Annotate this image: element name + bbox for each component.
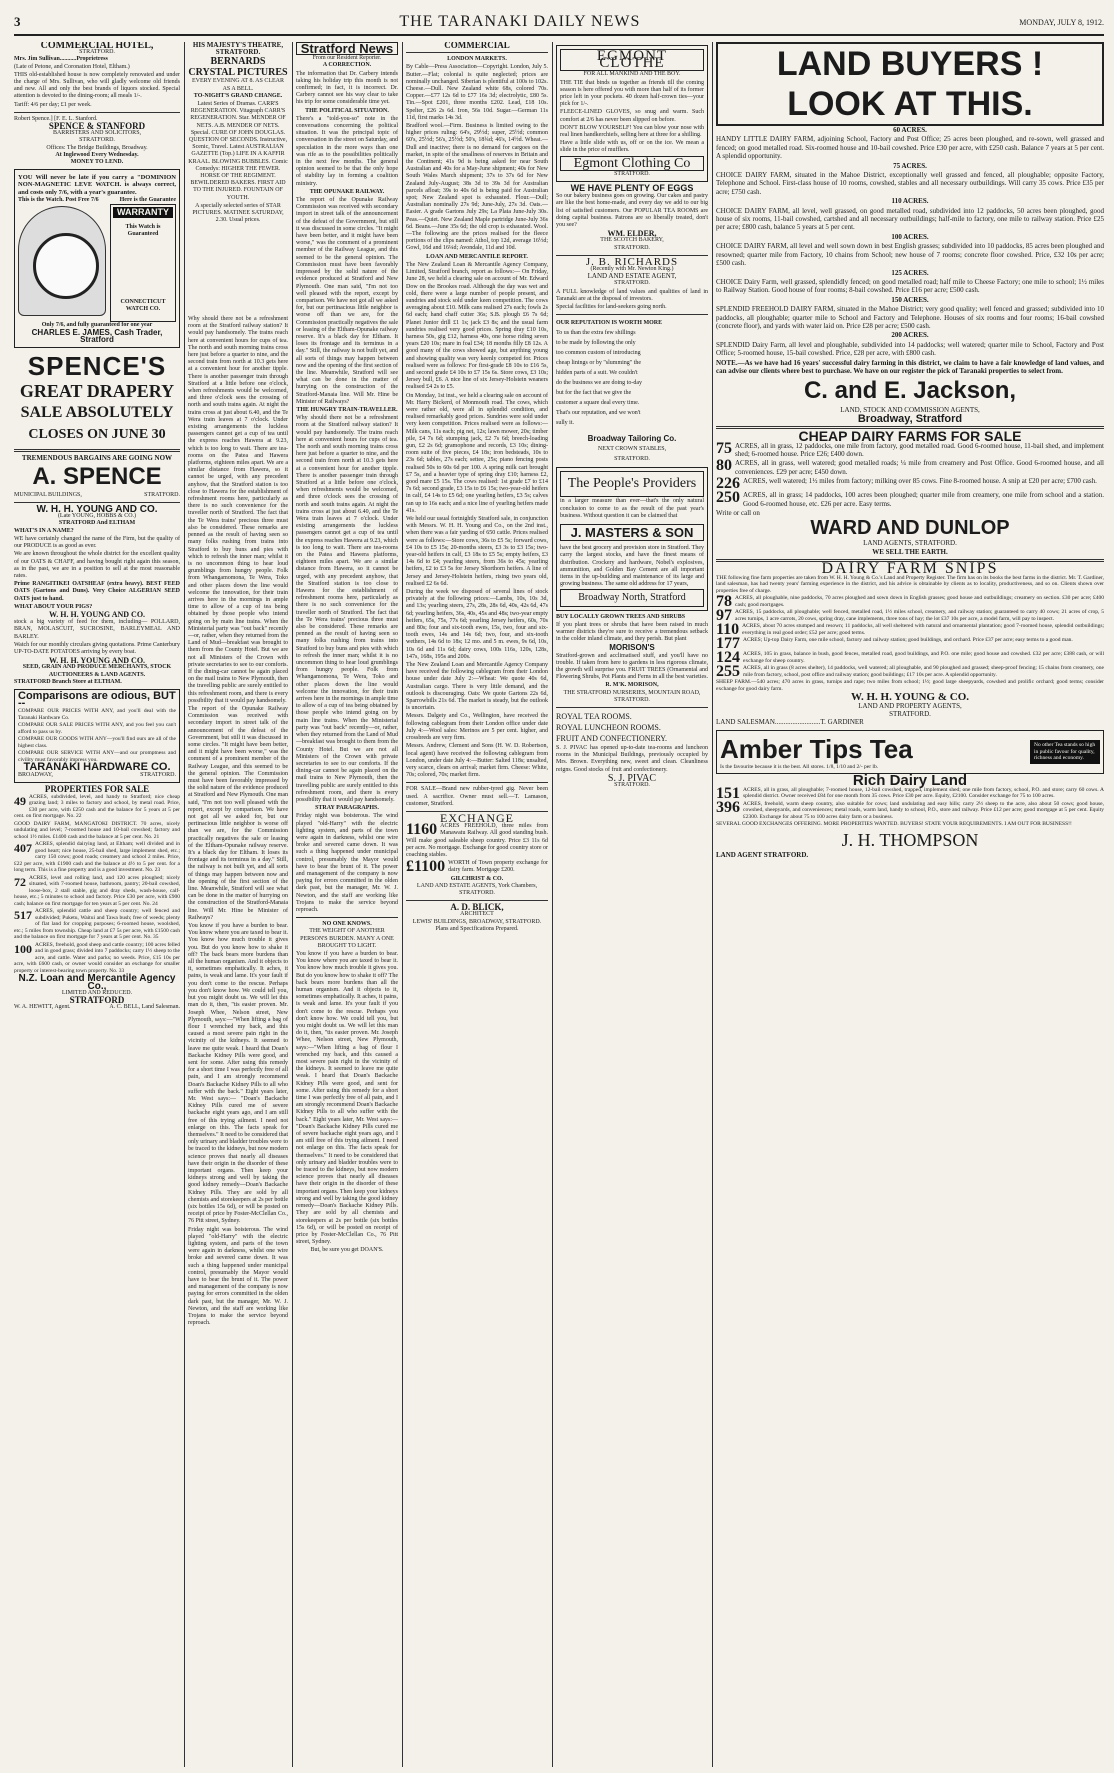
spence-l3: SALE ABSOLUTELY [20, 403, 174, 421]
young-late: (Late YOUNG, HOBBS & CO.) [57, 513, 137, 520]
young-ad [14, 506, 180, 686]
commercial-paragraph: On Monday, 1st inst., we held a clearing sale on account of Mr. Harry Bickerd, of Monmouth road. The cows, which were rather old, were all in splendid condition, and realised remarkably good prices. Sundries were sold under very keen competition. Prices realised were as follows:—Milk cans, 11s each; pig net, 12s; lawn mower, 20s; timber pile, £4 7s 6d; stumping jack, £2 7s 6d; breech-loading gun, £2 2s 6d; gramophone and records, £3 10s; dining-room suite of five pieces, £4 18s; iron bedsteads, 10s to 23s 6d; tables, 27s each; settee, 25s; piano fencing posts realised 50s to 60s 6d per 100. A spring milk cart brought £7 5s, and a heavier type of spring dray £10; harness £2, good mare £5 15s. The cows realised: 1st grade £7 to £14 7s 6d; second grade, £3 15s to £6 15s; two-year-old heifers in calf, £4 14s to £5 6d; one yearling heifers, £3 5s; calves ran up to 16s each; and a nice line of yearling heifers made 41s. [406, 392, 548, 514]
amber-sub: Is the favourite because it is the best. All stores. 1/8, 1/10 and 2/- per lb. [720, 763, 879, 770]
column-4 [406, 42, 548, 1767]
theatre-name: BERNARDS CRYSTAL PICTURES [188, 56, 288, 79]
column-2 [188, 42, 288, 312]
hardware-head: Comparisons are odious, BUT -- [18, 689, 176, 710]
reputation-line: To us than the extra few shillings [556, 330, 636, 337]
pocket-watch-icon [18, 206, 106, 316]
watch-left: This is the Watch. Post Free 7/6 [18, 196, 99, 203]
cheap-item: 226 ACRES, well watered; 1½ miles from factory; milking over 85 cows. Fine 8-roomed house. A snip at £20 per acre; £700 cash. [716, 475, 1097, 493]
egmont-place: STRATFORD. [614, 170, 650, 177]
snip-item: 255 ACRES, all in grass (8 acres shelter), 14 paddocks, well watered; all ploughable, and 90 ploughed and grassed; sheep-proof fencing; 15 chains from creamery, one mile from factory, school, post office and railway station; good buildings; £17 10s per acre. A splendid opportunity. [716, 663, 1104, 681]
young-agent-role: LAND AND PROPERTY AGENTS, [858, 701, 962, 710]
hardware-ad [14, 689, 180, 783]
eggs-place: STRATFORD. [614, 244, 650, 251]
young-name3: W. H. H. YOUNG AND CO. [48, 656, 146, 666]
loan-place: STRATFORD [69, 995, 125, 1006]
commercial-paragraph: During the week we disposed of several lines of stock privately at the following prices:—Lambs, 10s, 10s 3d, and 13s; yearling steers, 27s, 28s, 28s 6d, 40s, 42s 6d, 47s 6d; yearling heifers, 36s, 40s, 45s and 48s; two-year empty heifers, 65s, 75s, 77s 6d; yearling Jersey heifers, 60s, 70s and 80s; four and six-tooth ewes, 15s, two, four and six-tooth ewes, 14s and 14s 6d; two, four, and six-tooth wethers, 14s 6d to 18s; 12 mo. and 5 m. ewes, 9s 6d, 10s, 10s 6d and 11s 6d; dairy cows, 100s 116s, 120s, 128s, 147s, 168s, 195s and 200s. [406, 589, 548, 660]
reputation-line: hidden parts of a suit. We couldn't [556, 370, 638, 377]
news-paragraph: The information that Dr. Carbery intends taking his holiday trip this month is not confirmed; in fact, it is incorrect. Dr. Carbery cannot see his way clear to take his trip for some considerable time yet. [296, 70, 398, 106]
reputation-title: OUR REPUTATION IS WORTH MORE [556, 320, 663, 327]
egmont-title: EGMONT CLOTHE [560, 49, 704, 71]
hotel-late: (Late of Petone, and Coronation Hotel, Eltham.) [14, 63, 130, 70]
young-agent: W. H. H. YOUNG & CO. [850, 691, 970, 704]
column-rule [292, 42, 293, 1767]
hotel-owner: Mrs. Jim Sullivan...........Proprietress [14, 56, 108, 63]
reputation-place: STRATFORD. [614, 456, 650, 463]
property-item: 100 ACRES, freehold, good sheep and cattle country; 100 acres felled and in good grass; divided into 7 paddocks; carry 1½ sheep to the acre, and cattle. Water and parks; no weeds. Price, £15 10s per acre, with £600 cash, or owner would consider an exchange for smaller property or interest-bearing town property. No. 33 [14, 941, 180, 974]
ward-name: WARD AND DUNLOP [810, 517, 1010, 540]
richards-sub: (Recently with Mr. Newton King.) [590, 266, 674, 273]
young-name2: W. H. H. YOUNG AND CO. [48, 609, 146, 619]
architect-note: Plans and Specifications Prepared. [435, 925, 519, 932]
property-item: 517 ACRES, splendid cattle and sheep country; well fenced and subdivided; Puketu, Waitui and Tawa bush; free of weeds; plenty of flat land for cropping purposes; 6-roomed house, woolshed, etc.; 5 miles from township. Cheap land at £7 5s per acre, with £1500 cash and the balance on first mortgage for 7 years at 5 per cent. No. 35 [14, 908, 180, 941]
egmont-paragraph: FLEECE-LINED GLOVES, so snug and warm. Such comfort at 2/6 has never been slipped on before. [560, 109, 704, 123]
exchange-agent: GILCHRIST & CO. [450, 875, 504, 882]
reputation-line: customer a square deal every time. [556, 400, 640, 407]
news-continued: Friday night was boisterous. The wind played "old-Harry" with the electric lighting system, and parts of the town were again in darkness, whilst one wire broke and severed came down. It was such a thing happened under municipal control, presumably the Mayor would have to bear the brunt of it. The power and management of the company is now paying for errors committed in the olden dark past, but the manager, Mr. W. J. Newton, and the staff are working like Trojans to make the service beyond reproach. [188, 1226, 288, 1327]
hotel-body: THIS old-established house is now completely renovated and under the charge of Mrs. Sullivan, who will gladly welcome old friends and new. All and only the best brands of liquors stocked. Special attention is devoted to the dining-room; all meals 1/-. [14, 71, 180, 100]
reputation-ad [556, 318, 708, 464]
spence-bargains: TREMENDOUS BARGAINS ARE GOING NOW [21, 453, 173, 462]
reputation-line: do the business we are doing to-day [556, 380, 642, 387]
theatre-sub: EVERY EVENING AT 8. AS CLEAR AS A BELL. [191, 78, 284, 92]
morison-name: MORISON'S [609, 643, 655, 653]
morison-title: BUY LOCALLY GROWN TREES AND SHRUBS [556, 613, 686, 620]
news-paragraph: Why should there not be a refreshment room at the Stratford railway station? It would pay handsomely. The trains reach here at convenient hours for cups of tea. The north and south morning trains cross here just before a quarter to nine, and the second train from north at 10.3 gets here at a convenient hour for another tipple. There is another passenger train through Stratford at a little before one o'clock, when refreshments would be welcomed, and three o'clock sees the crossing of north and south trains again. At night the trains cross at just about 6.40, and the Te Wera train leaves at 7 o'clock. Under existing arrangements the luckless passengers cannot get a cup of tea until the express reaches Hawera at 9.23, which is too long to wait. There are tea-rooms on the Patea and Hawera platforms, eighteen miles apart. We are a similar distance from Hawera, so it cannot be urged, with any precedent anyhow, that the Stratford station is too close to Hawera for the establishment of refreshment rooms here, particularly as there is no such convenience for the traveller north of Stratford. The fact that the Te Wera trains' precious three must also be considered. These remarks are penned as the result of having seen so many folks rushing from trains into Stratford to buy buns and pies with which to refresh the inner man; whilst it is no uncommon thing to hear loud grumblings from hungry people. Folk from Whangamomona, Te Wera, Toko and other places down the line would welcome the innovation, for their train arrives here in the mornings in ample time to allow of a cup of tea being obtained by those people who intend going on by main line trains. When the Ministerial party was "out back" recently—or, rather, when they returned from the Land of Mud—breakfast was brought to them from the County Hotel. But we are not all Ministers of the Crown with private secretaries to see to our comforts. If the dining-car cannot be again placed on the mail trains to New Plymouth, then the travelling public are surely entitled to this refreshment room, and there is every possibility that it would pay handsomely. [296, 415, 398, 803]
pivac-name: S. J. PIVAC [607, 772, 657, 784]
issue-date: MONDAY, JULY 8, 1912. [1019, 17, 1104, 27]
hardware-line: COMPARE OUR GOODS WITH ANY—you'll find ours are all of the highest class. [18, 736, 176, 749]
column-1 [14, 42, 180, 1767]
pivac-ad [556, 711, 708, 789]
property-item: 407 ACRES, splendid dairying land, at Eltham; well divided and in good heart; nice house, 25-bail shed, large implement shed, etc.; carry 150 cows; good roads; creamery and school 2 miles. Price, £22 per acre, with £1900 cash and the balance at 4½ to 5 per cent. for a long term. This is a fine property and is a good investment. No. 23 [14, 841, 180, 874]
news-from: From our Resident Reporter. [312, 55, 382, 62]
egmont-ad [556, 45, 708, 182]
spence-left: MUNICIPAL BUILDINGS, [14, 491, 82, 498]
young-role: SEED, GRAIN AND PRODUCE MERCHANTS, STOCK AUCTIONEERS & LAND AGENTS. [22, 664, 172, 678]
farm-item: 150 ACRES. SPLENDID FREEHOLD DAIRY FARM, situated in the Mahoe District; very good quality; well fenced and grassed; subdivided into 10 paddocks, all ploughable; quarter mile to School and Factory and Telephone. Houses of six rooms and four rooms; 16-bail cowshed (concrete floor), and yards with water laid on. Price £28 per acre; £500 cash. [716, 295, 1104, 330]
spence-l2: GREAT DRAPERY [19, 380, 175, 401]
exchange-title: EXCHANGE [440, 810, 514, 825]
news-sign: But, be sure you get DOAN'S. [310, 1247, 384, 1254]
commercial-heading: LONDON MARKETS. [447, 56, 507, 63]
rich-note: SEVERAL GOOD EXCHANGES OFFERING. MORE PROPERTIES WANTED. BUYERS! STATE YOUR REQUIREMENTS. I AM OUT FOR BUSINESS!! [716, 821, 1072, 828]
cheap-item: 75 ACRES, all in grass, 12 paddocks, one mile from factory, good metalled road. Good 6-roomed house, 11-bail shed, and implement shed; 6-roomed house. Price £26; £400 down. [716, 439, 1104, 458]
morison-ad [556, 614, 708, 704]
rich-item: 151 ACRES, all in grass, all ploughable; 7-roomed house, 12-bail cowshed, trapped, implement shed; one mile from factory, school, P.O. and store; carry 60 cows. A splendid district. Owner received £84 for one month from 35 cows. Price £30 per acre. Equity, £2100. Consider exchange for 75 to 100 acres. [716, 784, 1104, 802]
young-name: W. H. H. YOUNG AND CO. [36, 504, 158, 516]
reputation-name: Broadway Tailoring Co. [587, 434, 677, 444]
watch-ad [14, 169, 180, 347]
column-6 [716, 42, 1104, 1767]
guarantee-text: This Watch is Guaranteed [125, 224, 161, 238]
ward-slogan: WE SELL THE EARTH. [872, 547, 948, 556]
news-heading: THE OPUNAKE RAILWAY. [309, 188, 385, 195]
spence-l4: CLOSES ON JUNE 30 [28, 426, 166, 442]
hotel-tariff: Tariff: 4/6 per day; £1 per week. [14, 101, 92, 108]
snip-item: 110 ACRES, about 70 acres stumped and resown; 11 paddocks, all well sheltered with natural and ornamental plantation; good 7-roomed house, splendid outbuildings; everything in real good order; £52 per acre; good terms. [716, 621, 1104, 639]
watch-maker: CONNECTICUT WATCH CO. [120, 298, 166, 312]
commercial-title: COMMERCIAL [444, 42, 510, 50]
news-continued: You know if you have a burden to bear. You know where you are taxed to bear it. You know how much trouble it gives you. But do you know how to shake it off? The back bears more burdens than all the human organism. And it objects to it, sometimes emphatically. It aches, it pains, is weak and lame. It's your fault if you don't come to the rescue. Perhaps you don't know how. We could tell you, but you might doubt us. We will let this man do it, then, "tis easier proven. Mr. Joseph Whee, Nelson street, New Plymouth, says:—"When lifting a bag of flour I wrenched my back, and this caused a most severe pain right in the vicinity of the kidneys. It seemed to leave me quite weak. I heard that Doan's Backache Kidney Pills were good, and sent for some. After using this remedy for a short time I was perfectly free of all pain, and I am strongly recommend Doan's Backache Kidney Pills to all who suffer with the back." Eight years later, Mr. West says:— "Doan's Backache Kidney Pills cured me of severe backache eight years ago, and I am still free of this trying ailment. I need not enlarge on this. The facts speak for themselves." It need to be considered that only urinary and bladder troubles were to be traced to the kidneys, but now modern science proves that nearly all diseases have their origin in the disorder of these important organs. Then keep your kidneys strong and well by taking the good kidney remedy—Doan's Backache Kidney Pills. They are sold by all chemists and storekeepers at 2s per bottle (six bottles 15s 6d), or will be posted on receipt of price by Foster-McClellan Co., 76 Pitt street, Sydney. [188, 923, 288, 1225]
newspaper-title: THE TARANAKI DAILY NEWS [399, 13, 641, 30]
eggs-name: WM. ELDER, [607, 229, 657, 239]
for-sale-notice: FOR SALE—Brand new rubber-tyred gig. Never been used. A sacrifice. Owner must sell.—T. Lamason, customer, Stratford. [406, 786, 548, 807]
property-item: GOOD DAIRY FARM, MANGATOKI DISTRICT. 70 acres, nicely undulating and level; 7-roomed house and 10-bail cowshed; factory and school 1½ miles. £1400 cash and the balance at 5 per cent. No. 21 [14, 820, 180, 840]
young-foot: STRATFORD Branch Store at ELTHAM. [14, 678, 122, 685]
young-p3: stock a big variety of feed for them, including— POLLARD, BRAN, MOLASCUIT, SUCROSINE, BARLEYMEAL AND BARLEY. [14, 619, 180, 640]
snip-item: 177 ACRES; Up-top Dairy Farm, one mile school, factory and railway station; good buildings, and orchard. Price £37 per acre; easy terms to a good man. [716, 635, 1073, 653]
commercial-paragraph: The New Zealand Loan and Mercantile Agency Company have received the following cablegram from their London house under date July 2:—Wheat: We quote 40s 6d, Australian cargo. There is very little demand, and the outlook is discouraging. Oats: We quote Gartons 22s 6d, Sparrowbills 21s 6d. The market is steady, but the outlook is uncertain. [406, 662, 548, 712]
commercial-paragraph: Bradford wool.—Firm. Business is limited owing to the higher prices ruling: 64's, 29½d; super, 25½d; common 60's, 25½d; 56's, 25½d; 50's, 18¾d; 46's, 14½d. Wheat.—Dull and inactive; there is no demand for cargoes on the market, in spite of the smallness of reserves in Britain and the Continent; 41s 9d is being asked for near South Australian and 40s for a May-June shipment; 40s for New South Wales March shipment; 37s to 37s 6d for New Zealand July-August; 38s 3d to 39s 3d for Australian parcels afloat; 39s to 40s 6d is being paid for Australian spot; New Zealand spot is exhausted. Flour.—Dull; Australian nominally 27s 9d; June-July, 27s 3d. Oats.—Easier. A grade Gartons July 29s; La Plata June-July 30s. Peas.—Quiet. New Zealand Maple partridge June-July 36s 6d. Beans.—June 35s 6d; the old crop is exhausted. Wool.—The following are the prices realised for the fleece portions of the clips named: Athol, top 12d, average 16½d; Gowl, 16d and 16¼d; Avondale, 11d and 10d. [406, 123, 548, 252]
rich-item: 396 ACRES, freehold, warm sheep country, also suitable for cows; land undulating and easy hills; carry 2½ sheep to the acre, also about 50 cows; good house, cowshed, sheepyards, and conveniences; metal roads, warm land, handy to school, P.O., store and railway. Price £12 per acre; good mortgage at 5 per cent. Equity £2300. Exchange for about 75 to 100 acres dairy farm or a business. [716, 798, 1104, 820]
properties-ad [14, 783, 180, 1012]
jackson-role: LAND, STOCK AND COMMISSION AGENTS, [840, 406, 980, 415]
snip-item: 124 ACRES, 105 in grass, balance in bush, good fences, metalled road, good buildings, and P.O. one mile; good house and cowshed. £32 per acre; £388 cash, or will exchange for sheep country. [716, 649, 1104, 667]
pivac-room: FRUIT AND CONFECTIONERY. [556, 733, 668, 743]
snip-item: 97 ACRES, 15 paddocks, all ploughable; well fenced, metalled road, 1½ miles school, creamery, and railway station; guaranteed to carry 40 cows; 21 acres of crop, 5 acres turnips, 1 acre carrots, 20 cows, spring dray, cane implements, three tons of hay; the lot £37 10s per acre, a model farm, will pay to inspect. [716, 607, 1104, 625]
amber-name: Amber Tips Tea [720, 733, 913, 764]
law-ad [14, 116, 180, 166]
column-rule [552, 42, 553, 1767]
reputation-sub: NEXT CROWN STABLES, [597, 446, 667, 453]
law-ingle: At Inglewood Every Wednesday. [55, 151, 139, 158]
rich-title: Rich Dairy Land [852, 772, 968, 790]
young-p2: We are known throughout the whole district for the excellent quality of our OATS & CHAFF, and having bought right again this season, as in the past, we are in a position to sell at the most reasonable rates. [14, 551, 180, 579]
law-role: BARRISTERS AND SOLICITORS, [52, 130, 142, 137]
farm-item: 125 ACRES. CHOICE Dairy Farm, well grassed, splendidly fenced; on good metalled road; half mile to Cheese Factory; one mile to school; 1½ miles to Railway Station. Good house of four rooms; 8-bail cowshed. Price £16 per acre; £500 cash. [716, 268, 1104, 295]
richards-paragraph: A FULL knowledge of land values and qualities of land in Taranaki are at the disposal of investors. [556, 288, 708, 302]
pivac-room: ROYAL LUNCHEON ROOMS. [556, 722, 661, 732]
spence-right: STRATFORD. [144, 491, 180, 498]
amber-tag: No other Tea stands so high in public favour for quality, richness and economy. [1030, 740, 1100, 764]
watch-foot: Only 7/6, and fully guaranteed for one year [41, 322, 153, 329]
pivac-place: STRATFORD. [614, 781, 650, 788]
hotel-ad [14, 42, 180, 109]
properties-title: PROPERTIES FOR SALE [44, 783, 150, 794]
theatre-tonight: TO-NIGHT'S GRAND CHANGE. [193, 92, 283, 99]
theatre-title: HIS MAJESTY'S THEATRE, STRATFORD. [192, 42, 284, 57]
spence-ad [14, 352, 180, 499]
news-paragraph: The report of the Opunake Railway Commission was received with secondary import in street talk of the announcement of the defeat of the Government, but still it was discussed in some circles. "It might have been better, and it might have been worse," was the comment of a prominent member of the Railway League, and this seemed to be the general opinion. The Commission must have been favorably impressed by the solid nature of the evidence produced at Stratford and New Plymouth. One man said, "I'm not too well pleased with the report, except by comparison. We have not got all we asked for, but our pertinacious little neighbor is worse off than we are, for the Commission practically negatives the sale or leasing of the Eltham-Opunake railway reserve. It's a black day for Eltham. It loses its frontage and its terminus in a day." Still, the railway is not built yet, and all sorts of things may happen between now and the opening of the first section of the line. Meanwhile, Stratford will see what can be done in the matter of hurrying on the construction of the Stratford-Manaia line. Will Mr. Hine be Minister of Railways? [296, 197, 398, 405]
theatre-list: Latest Series of Dramas. CARR'S REGENERATION. Vitagraph CARR'S REGENERATION. Star. MENDER OF NETS. A.B. MENDER OF NETS. Special. CURE OF JOHN DOUGLAS. QUESTION OF SECONDS. Instructive, Scenic, Travel. Latest AUSTRALIAN GAZETTE (Top.) LIFE IN A KAFFIR KRAAL. BLOWING BUBBLES. Comic Comedys: HIGHER THE FEWER. HORSE OF THE REGIMENT. BEWILDERED BAKERS. FIRST AID TO THE INJURED. FOUNTAIN OF YOUTH. [188, 101, 288, 201]
write-line: Write or call on [716, 509, 760, 518]
morison-paragraph: Stratford-grown and acclimatised stuff, and you'll have no trouble. If taken from here to gardens in less rigorous climate, the growth will surprise you. FRUIT TREES (Ornamental and Flowering Shrubs, Pot Plants and Ferns in all the best varieties. [556, 652, 708, 681]
watch-right: Here is the Guarantee [119, 196, 176, 203]
richards-ad [556, 255, 708, 311]
news-paragraph: Friday night was boisterous. The wind played "old-Harry" with the electric lighting system, and parts of the town were again in darkness, whilst one wire broke and severed came down. It was such a thing happened under municipal control, presumably the Mayor would have to bear the brunt of it. The power and management of the company is now paying for errors committed in the olden dark past, but the manager, Mr. W. J. Newton, and the staff are working like Trojans to make the service beyond reproach. [296, 813, 398, 913]
people-address: Broadway North, Stratford [560, 589, 704, 606]
pivac-room: ROYAL TEA ROOMS. [556, 711, 632, 721]
egmont-name: Egmont Clothing Co [560, 156, 704, 171]
egmont-paragraph: THE TIE that binds us together as friends till the coming season is here offered you with more than half of its former price left in your pockets. 40 dozen half-crown ties—your pick for 1/-. [560, 79, 704, 108]
young-p4: Watch for our monthly circulars giving quotations. Prime Canterbury UP-TO-DATE POTATOES arriving by every boat. [14, 641, 180, 655]
eggs-sub: THE SCOTCH BAKERY, [600, 237, 664, 244]
warranty-label: WARRANTY [113, 207, 173, 218]
news-title: Stratford News [296, 42, 398, 55]
people-ad [556, 467, 708, 610]
watch-head: YOU Will never be late if you carry a "DOMINION NON-MAGNETIC LEVE WATCH. is always correct, and costs only 7/6, with a year's guarantee. [18, 174, 176, 196]
news-heading: A CORRECTION. [322, 62, 372, 69]
page-number: 3 [14, 14, 21, 29]
thompson-name: J. H. THOMPSON [841, 829, 979, 850]
news-paragraph: There's a "told-you-so" note in the conversations concerning the political situation. It was the principal topic of conversation in the street on Saturday, and speculation in the more ways than one was rife as to the possibilities politically in the next few months. The general opinion seemed to be that the only hope of stability lay in forming a coalition ministry. [296, 115, 398, 187]
news-heading: NO ONE KNOWS. [322, 921, 372, 928]
exchange-item: 1160 ACRES FREEHOLD, three miles from Manawatu Railway. All good standing bush. Will make good saleable sheep country. Price £3 11s 6d per acre. No mortgage. Exchange for good country store or coaching stables. [406, 821, 548, 858]
exchange-agent-role: LAND AND ESTATE AGENTS, York Chambers, STRATFORD. [416, 882, 538, 896]
hardware-line: COMPARE OUR SERVICE WITH ANY—and our promptness and civility must favorably impress you. [18, 750, 176, 763]
people-title: The People's Providers [560, 471, 704, 497]
loan-agent: W. A. HEWITT, Agent. [14, 1004, 71, 1011]
commercial-paragraph: Messrs. Dalgety and Co., Wellington, have received the following cablegram from their London office under date July 4:—Wool sales: Merinos are 5 per cent. higher, and crossbreds are very firm. [406, 713, 548, 742]
column-rule [712, 42, 713, 1767]
architect-address: LEWIS' BUILDINGS, BROADWAY, STRATFORD. [412, 918, 542, 925]
reputation-line: cheap linings or by "slumming" the [556, 360, 642, 367]
reputation-line: but for the fact that we give the [556, 390, 632, 397]
reputation-line: sully it. [556, 420, 575, 427]
land-buyers-title: LAND BUYERS ! LOOK AT THIS. [716, 42, 1104, 126]
reputation-line: to be made by following the only [556, 340, 636, 347]
column-3 [296, 42, 398, 1767]
commercial-paragraph: The New Zealand Loan & Mercantile Agency Company, Limited, Stratford branch, report as follows:— On Friday, June 28, we held a clearing sale on account of Mr. Edward Dow on the Brookes road. Although the day was wet and cold, there were a large number of people present, and sundries and stock sold under keen competition. The cows averaging about £10. Milk cans realised 27s each; fowls 2s 6d each; hand chaff cutter 36s; S.B. plough £6 7s 6d; Planet Junior drill £1 1s; jack £3 8s; and the usual farm sundries realised very good prices. Spring dray £10 10s, harness 50s, gig £12, harness 40s, one horse riding seven years £20 10s; mare in foal £34; 18 months filly £8 12s. A good many of the cows showed age, but anything young and showing quality was very keenly competed for. Prices realised were as follows: For first-grade £8 10s to £16 5s, and second grade £4 10s to £7 15s 6s. Store cows, £3 10s; Jersey bull, £6. A nice line of six Jersey-Holstein weaners realised £4 2s to £5. [406, 261, 548, 391]
young-agent-place: STRATFORD. [889, 709, 931, 718]
cheap-item: 250 ACRES, all in grass; 14 paddocks, 100 acres been ploughed; quarter mile from creamery, one mile from school and a station. Good 6-roomed house, etc. £26 per acre. Easy terms. [716, 489, 1104, 508]
masthead [14, 10, 1104, 36]
news-continued: The report of the Opunake Railway Commission was received with secondary import in street talk of the announcement of the defeat of the Government, but still it was discussed in some circles. "It might have been better, and it might have been worse," was the comment of a prominent member of the Railway League, and this seemed to be the general opinion. The Commission must have been favorably impressed by the solid nature of the evidence produced at Stratford and New Plymouth. One man said, "I'm not too well pleased with the report, except by comparison. We have not got all we asked for, but our pertinacious little neighbor is worse off than we are, for the Commission practically negatives the sale or leasing of the Eltham-Opunake railway reserve. It's a black day for Eltham. It loses its frontage and its terminus in a day." Still, the railway is not built yet, and all sorts of things may happen between now and the opening of the first section of the line. Meanwhile, Stratford will see what can be done in the matter of hurrying on the construction of the Stratford-Manaia line. Will Mr. Hine be Minister of Railways? [188, 705, 288, 921]
morison-owner: R. M'K. MORISON, [605, 682, 659, 689]
watch-trader: CHARLES E. JAMES, Cash Trader, Stratford [31, 328, 163, 345]
news-continued: Why should there not be a refreshment room at the Stratford railway station? It would pay handsomely. The trains reach here at convenient hours for cups of tea. The north and south morning trains cross here just before a quarter to nine, and the second train from north at 10.3 gets here at a convenient hour for another tipple. There is another passenger train through Stratford at a little before one o'clock, when refreshments would be welcomed, and three o'clock sees the crossing of north and south trains again. At night the trains cross at just about 6.40, and the Te Wera train leaves at 7 o'clock. Under existing arrangements the luckless passengers cannot get a cup of tea until the express reaches Hawera at 9.23, which is too long to wait. There are tea-rooms on the Patea and Hawera platforms, eighteen miles apart. We are a similar distance from Hawera, so it cannot be urged, with any precedent anyhow, that the Stratford station is too close to Hawera for the establishment of refreshment rooms here, particularly as there is no such convenience for the traveller north of Stratford. The fact that the Te Wera trains' precious three must also be considered. These remarks are penned as the result of having seen so many folks rushing from trains into Stratford to buy buns and pies with which to refresh the inner man; whilst it is no uncommon thing to hear loud grumblings from hungry people. Folk from Whangamomona, Te Wera, Toko and other places down the line would welcome the innovation, for their train arrives here in the mornings in ample time to allow of a cup of tea being obtained by those people who intend going on by main line trains. When the Ministerial party was "out back" recently—or, rather, when they returned from the Land of Mud—breakfast was brought to them from the County Hotel. But we are not all Ministers of the Crown with private secretaries to see to our comforts. If the dining-car cannot be again placed on the mail trains to New Plymouth, then the travelling public are surely entitled to this refreshment room, and there is every possibility that it would pay handsomely. [188, 316, 288, 704]
young-q2: WHAT ABOUT YOUR PIGS? [14, 603, 93, 610]
eggs-ad [556, 185, 708, 252]
commercial-paragraph: Messrs. Andrew, Clement and Sons (H. W. D. Robertson, local agent) have received the following cablegram from London, under date July 4:—Butter: Salted 118s; unsalted, very scarce, clears on arrival; market firm. Cheese: White, 70s; colored, 70s; market firm. [406, 743, 548, 779]
jackson-place: Broadway, Stratford [857, 412, 963, 425]
hotel-title: COMMERCIAL HOTEL, [40, 42, 154, 51]
news-paragraph: You know if you have a burden to bear. You know where you are taxed to bear it. You know how much trouble it gives you. But do you know how to shake it off? The back bears more burdens than all the human organism. And it objects to it, sometimes emphatically. It aches, it pains, is weak and lame. It's your fault if you don't come to the rescue. Perhaps you don't know how. We could tell you, but you might doubt us. We will let this man do it, then, "tis easier proven. Mr. Joseph Whee, Nelson street, New Plymouth, says:—"When lifting a bag of flour I wrenched my back, and this caused a most severe pain right in the vicinity of the kidneys. It seemed to leave me quite weak. I heard that Doan's Backache Kidney Pills were good, and sent for some. After using this remedy for a short time I was perfectly free of all pain, and I am strongly recommend Doan's Backache Kidney Pills to all who suffer with the back." Eight years later, Mr. West says:— "Doan's Backache Kidney Pills cured me of severe backache eight years ago, and I am still free of this trying ailment. I need not enlarge on this. The facts speak for themselves." It need to be considered that only urinary and bladder troubles were to be traced to the kidneys, but now modern science proves that nearly all diseases have their origin in the disorder of these important organs. Then keep your kidneys strong and well by taking the good kidney remedy—Doan's Backache Kidney Pills. They are sold by all chemists and storekeepers at 2s per bottle (six bottles 15s 6d), or will be posted on receipt of price by Foster-McClellan Co., 76 Pitt street, Sydney. [296, 950, 398, 1246]
egmont-sub: FOR ALL MANKIND AND THE BOY. [583, 71, 681, 78]
architect-name: A. D. BLICK, [450, 902, 504, 913]
jackson-name: C. and E. Jackson, [803, 377, 1017, 405]
hardware-left: BROADWAY, [18, 771, 53, 778]
eggs-paragraph: So our bakery business goes on growing. Our cakes and pastry are like the best home-made, and every day we add to our big list of satisfied customers. Our POPULAR TEA ROOMS are doing capital business. Patrons are so liberally treated, don't you see? [556, 193, 708, 229]
young-salesman: LAND SALESMAN..........................T. GARDINER [716, 718, 864, 727]
architect-role: ARCHITECT [460, 911, 494, 918]
thompson-role: LAND AGENT STRATFORD. [716, 850, 809, 859]
hardware-line: COMPARE OUR SALE PRICES WITH ANY, and you feel you can't afford to pass us by. [18, 722, 176, 735]
reputation-line: too common custom of introducing [556, 350, 641, 357]
richards-title: LAND AND ESTATE AGENT, [587, 272, 677, 281]
loan-co: N.Z. Loan and Mercantile Agency Co., [18, 973, 176, 992]
news-subheading: THE WEIGHT OF ANOTHER PERSON'S BURDEN. MANY A ONE BROUGHT TO LIGHT. [300, 928, 394, 949]
people-paragraph: have the best grocery and provision store in Stratford. They carry the largest stocks, and have the finest means of distribution. Crockery and hardware, Nobel's explosives, ammunition, and Golden Bay Cement are all important items in the up-building and maintenance of its large and growing business. The same old address for 17 years, [560, 545, 704, 588]
law-firm: SPENCE & STANFORD [48, 121, 146, 132]
commercial-paragraph: We held our usual fortnightly Stratford sale, in conjunction with Messrs. W. H. H. Young and Co., on the 2nd inst., when there was a fair yarding of 650 cattle. Prices realised were as follows:—Store cows, 36s to £5 5s; forward cows, £4 10s to £5 15s; 20-months steers, £3 3s to £3 15s; two-year-old heifers in calf, £3 18s to £5 5s; empty heifers, £3 14s 6d to £4; yearling steers, from 36s to 45s; yearling heifers, £2 to £3 5s for Jersey Shorthorn heifers. A line of Jersey and Jersey-Holstein heifers, rising two years old, realised £2 6s 6d. [406, 516, 548, 587]
exchange-item: £1100 WORTH of Town property exchange for dairy farm. Mortgage £200. [406, 858, 548, 876]
law-names: Robert Spence.] [F. E. L. Stanford. [14, 115, 98, 122]
property-item: 72 ACRES, level and rolling land, and 120 acres ploughed; nicely situated, with 7-roomed house, bathroom, pantry; 20-bail cowshed, loose-box, 2 stall stable, gig and dray sheds, wash-house, calf-house, etc.; 5 minutes to school and factory. Price £30 per acre, with £900 cash; balance on first mortgage for ten years at 5 per cent. No. 24 [14, 874, 180, 907]
farm-item: 110 ACRES. CHOICE DAIRY FARM, all level, well grassed, on good metalled road, subdivided into 12 paddocks, 50 acres been ploughed, good house of six rooms, 11-bail cowshed, cartshed and all necessary outbuildings; half-mile to factory, one mile to railway station. Price £25 per acre; £800 cash, balance 5 years at 5 per cent. [716, 197, 1104, 232]
eggs-title: WE HAVE PLENTY OF EGGS [570, 183, 694, 194]
young-items: Prime RANGITIKEI OATSHEAF (extra heavy). BEST FEED OATS (Gartons and Duns). Very Choice ALGERIAN SEED OATS just to hand. [14, 581, 180, 602]
column-rule [402, 42, 403, 1767]
column-rule [184, 42, 185, 1767]
farm-item: 60 ACRES. HANDY LITTLE DAIRY FARM, adjoining School, Factory and Post Office; 25 acres been ploughed, and re-sown, well grassed and fenced; on good metalled road. Six-roomed house and 10-bail cowshed. Price £30 per acre, with £250 cash. Balance 7 years at 5 per cent. A splendid opportunity. [716, 126, 1104, 161]
loan-ltd: LIMITED AND REDUCED. [61, 989, 133, 996]
farm-item: 200 ACRES. SPLENDID Dairy Farm, all level and ploughable, subdivided into 14 paddocks; well watered; quarter mile to School, Factory and Post Office; 5-roomed house, 15-bail cowshed. Price, £28 per acre, with £800 cash. [716, 331, 1104, 358]
hardware-line: COMPARE OUR PRICES WITH ANY, and you'll deal with the Taranaki Hardware Co. [18, 708, 176, 721]
commercial-heading: LOAN AND MERCANTILE REPORT. [426, 253, 528, 260]
news-heading: STRAY PARAGRAPHS. [315, 805, 379, 812]
snips-intro: THE following fine farm properties are taken from W. H. H. Young & Co.'s Land and Property Register. The firm has on its books the best farms in the district. Mr. T. Gardiner, land salesman, has had twenty years' farming experience in the district, and his advice is obtainable by clients as to locality, productiveness, and so on. Clients shown over properties free of charge. [716, 574, 1104, 594]
farm-item: 75 ACRES. CHOICE DAIRY FARM, situated in the Mahoe District, exceptionally well grassed and fenced, all ploughable; opposite Factory, Telephone and School. First-class house of 10 rooms, cowshed, stables and all necessary outbuildings. Will carry 35 cows. Price £35 per acre; £750 cash. [716, 161, 1104, 196]
young-p1: WE have certainly changed the name of the Firm, but the quality of our PRODUCE is as good as ever. [14, 535, 180, 550]
law-place: STRATFORD. [79, 137, 115, 144]
morison-nursery: THE STRATFORD NURSERIES, MOUNTAIN ROAD, STRATFORD. [563, 689, 701, 703]
richards-place: STRATFORD. [614, 280, 650, 287]
people-name: J. MASTERS & SON [560, 524, 704, 541]
hardware-name: TARANAKI HARDWARE CO. [23, 761, 171, 774]
law-money: MONEY TO LEND. [70, 159, 124, 166]
column-5 [556, 42, 708, 1767]
theatre-special: A specially selected series of STAR PICTURES. MATINEE SATURDAY, 2.30. Usual prices. [192, 202, 284, 224]
farm-item: 100 ACRES. CHOICE DAIRY FARM, all level and well sown down in best English grasses; subdivided into 10 paddocks, 85 acres been ploughed and resowned; quarter mile from Factory, 10 chains from School; new house of 7 rooms; concrete floor cowshed. Price, £32 10s per acre; £500 cash. [716, 232, 1104, 268]
spence-l1: SPENCE'S [27, 350, 167, 381]
young-places: STRATFORD And ELTHAM [58, 520, 136, 527]
law-offices: Offices: The Bridge Buildings, Broadway. [46, 144, 148, 151]
farm-listings [716, 126, 1104, 358]
snips-title: DAIRY FARM SNIPS [821, 560, 999, 578]
news-heading: THE POLITICAL SITUATION. [305, 107, 389, 114]
hotel-place: STRATFORD. [79, 49, 115, 56]
farm-note: NOTE.—As we have had 16 years' successful dairy farming in this district, we claim to have a fair knowledge of land values, and can advise our clients where best to purchase. We have on our register the pick of Taranaki properties to select from. [716, 358, 1104, 375]
reputation-line: That's our reputation, and we won't [556, 410, 641, 417]
pivac-paragraph: S. J. PIVAC has opened up-to-date tea-rooms and luncheon rooms in the Municipal Buildings, previously occupied by Mrs. Brown. Everything new, sweet and clean. Cleanliness reigns. Good stocks of fruit and confectionery. [556, 744, 708, 773]
hardware-right: STRATFORD. [140, 771, 176, 778]
snip-item: SHEEP FARM.—540 acres; 470 acres in grass, turnips and rape; two miles from school; 1½; good large sheepyards, cowshed and prolific orchard; good terms; consider exchange for good dairy farm. [716, 679, 1104, 692]
news-heading: THE HUNGRY TRAIN-TRAVELLER. [296, 406, 398, 413]
spence-name: A. SPENCE [32, 462, 162, 490]
ward-role: LAND AGENTS, STRATFORD. [863, 539, 957, 548]
morison-paragraph: If you plant trees or shrubs that have been raised in much warmer districts they're sure to receive a tremendous setback in the colder inland climate, and they perish. But plant [556, 621, 708, 643]
cheap-item: 80 ACRES, all in grass, well watered; good metalled roads; ¼ mile from creamery and Post Office. Good 6-roomed house, and all conveniences. £29 per acre; £450 down. [716, 457, 1104, 476]
richards-paragraph: Special facilities for land-seekers going north. [556, 304, 667, 311]
young-q1: WHAT'S IN A NAME? [14, 527, 74, 534]
egmont-paragraph: DON'T BLOW YOURSELF! You can blow your nose with real linen handkerchiefs, selling here at three for a shilling. [560, 124, 704, 139]
snip-item: 78 ACRES, all ploughable, nine paddocks, 70 acres ploughed and sown down in English grasses; good house and outbuildings; creamery on section. £30 per acre; £400 cash; good mortgages. [716, 593, 1104, 611]
column-2-lower [188, 315, 288, 1767]
people-paragraph: in a larger measure than ever—that's the only natural conclusion to come to as the result of the past year's business. Without question it can be claimed that [560, 498, 704, 519]
richards-name: J. B. RICHARDS [585, 255, 679, 268]
commercial-paragraph: By Cable—Press Association—Copyright. London, July 5. Butter.—Flat; colonial is quite neglected; prices are nominally unchanged. Siberian is plentiful at 100s to 102s. Cheese.—Dull. New Zealand white 68s, colored 70s. Copper.—£77 12s 6d to £77 16s 3d; electrolytic, £80 5s. Tin.—Spot £201, three months £202. Lead, £18 10s. Spelter, £26 2s 6d. Iron, 56s 10d. Sugar.—German 11s 11d, first marks 14s 3d. [406, 64, 548, 121]
loan-salesman: A. C. BELL, Land Salesman. [109, 1004, 180, 1011]
egmont-paragraph: Have a little slide with us, off or on the ice. We mean a slide in the price of mufflers. [560, 140, 704, 154]
cheap-farms-title: CHEAP DAIRY FARMS FOR SALE [798, 428, 1022, 445]
property-item: 49 ACRES, subdivided, level, and handy to Stratford; nice cheap grazing land; 3 miles to factory and school, by metal road. Price, £30 per acre, with £250 cash and the balance for 5 years at 5 per cent. on first mortgage. No. 22 [14, 793, 180, 820]
amber-tea-ad [716, 730, 1104, 775]
